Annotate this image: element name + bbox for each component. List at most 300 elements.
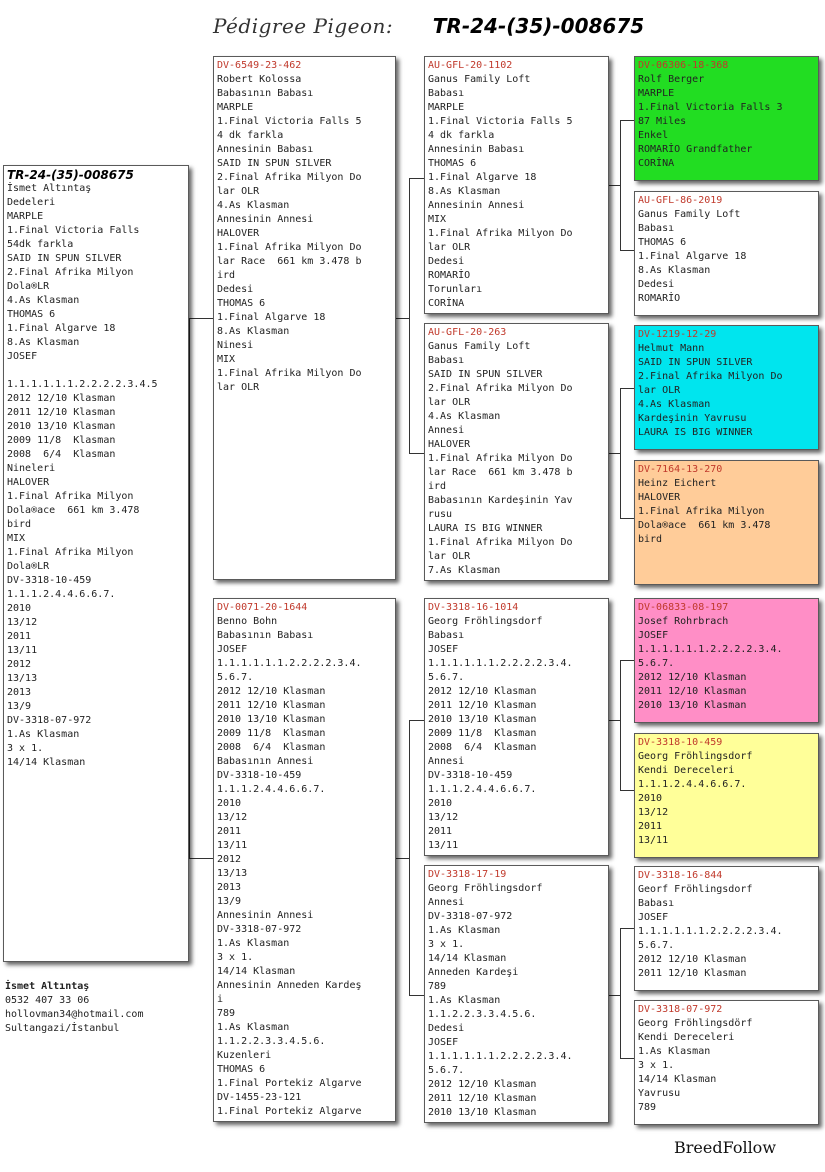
connector-line	[620, 660, 621, 790]
great-grandparent-details	[638, 883, 815, 981]
detail-line: 13/13	[217, 868, 248, 879]
owner-phone: 0532 407 33 06	[5, 995, 90, 1006]
great-grandparent-ring: DV-06833-08-197	[638, 602, 729, 613]
detail-line: 2012 12/10 Klasman	[638, 954, 747, 965]
connector-line	[609, 995, 621, 996]
detail-line: 1.As Klasman	[217, 1022, 290, 1033]
detail-line: 1.1.2.2.3.3.4.5.6.	[428, 1009, 537, 1020]
great-grandparent-ring: DV-3318-07-972	[638, 1004, 723, 1015]
detail-line: 1.1.1.1.1.1.2.2.2.2.3.4.	[428, 658, 573, 669]
detail-line: 2012 12/10 Klasman	[428, 1079, 537, 1090]
detail-line: Annesi	[428, 897, 465, 908]
detail-line: HALOVER	[217, 228, 260, 239]
detail-line: 1.As Klasman	[217, 938, 290, 949]
grandparent-card	[424, 865, 609, 1123]
sire-ring: DV-6549-23-462	[217, 60, 302, 71]
detail-line: Dola®LR	[7, 281, 50, 292]
detail-line: Robert Kolossa	[217, 74, 302, 85]
detail-line: Dola®LR	[7, 561, 50, 572]
detail-line: 13/12	[638, 807, 669, 818]
detail-line: 2012 12/10 Klasman	[217, 686, 326, 697]
detail-line: 2010	[428, 798, 453, 809]
connector-line	[409, 178, 425, 179]
detail-line: Dola®ace 661 km 3.478	[638, 520, 771, 531]
detail-line: Annesi	[428, 756, 465, 767]
detail-line: MARPLE	[7, 211, 44, 222]
detail-line: bird	[638, 534, 663, 545]
detail-line: 1.Final Algarve 18	[217, 312, 326, 323]
detail-line: 1.Final Afrika Milyon	[7, 547, 134, 558]
detail-line: 4.As Klasman	[7, 295, 80, 306]
detail-line: 3 x 1.	[217, 952, 254, 963]
detail-line: Annesinin Anneden Kardeş	[217, 980, 362, 991]
detail-line: MARPLE	[428, 102, 465, 113]
detail-line: Dedesi	[638, 279, 675, 290]
owner-email[interactable]: hollovman34@hotmail.com	[5, 1009, 144, 1020]
detail-line: Ganus Family Loft	[428, 341, 531, 352]
great-grandparent-card	[634, 1000, 819, 1125]
detail-line: 14/14 Klasman	[428, 953, 507, 964]
detail-line: Ganus Family Loft	[428, 74, 531, 85]
great-grandparent-ring: DV-1219-12-29	[638, 329, 717, 340]
detail-line: 1.Final Portekiz Algarve	[217, 1078, 362, 1089]
detail-line: 54dk farkla	[7, 239, 74, 250]
detail-line: Georg Fröhlingsdorf	[428, 883, 543, 894]
detail-line: Babası	[638, 898, 675, 909]
detail-line: 2008 6/4 Klasman	[7, 449, 116, 460]
subject-card	[3, 165, 189, 962]
detail-line: 2.Final Afrika Milyon Do	[217, 172, 362, 183]
detail-line: 1.1.2.2.3.3.4.5.6.	[217, 1036, 326, 1047]
detail-line: MARPLE	[217, 102, 254, 113]
detail-line: 3 x 1.	[428, 939, 465, 950]
connector-line	[409, 453, 425, 454]
detail-line: 1.1.1.1.1.1.2.2.2.2.3.4.	[638, 926, 783, 937]
dam-details	[217, 615, 392, 1119]
great-grandparent-ring: DV-7164-13-270	[638, 464, 723, 475]
great-grandparent-card	[634, 56, 819, 181]
grandparent-ring: DV-3318-16-1014	[428, 602, 519, 613]
detail-line: 2011	[638, 821, 663, 832]
detail-line: Georg Fröhlingsdorf	[428, 616, 543, 627]
detail-line: 1.1.1.2.4.4.6.6.7.	[428, 784, 537, 795]
detail-line: Dedesi	[428, 256, 465, 267]
connector-line	[609, 185, 621, 186]
detail-line: 1.Final Algarve 18	[638, 251, 747, 262]
detail-line: THOMAS 6	[428, 158, 477, 169]
detail-line: lar OLR	[638, 385, 681, 396]
detail-line: 2008 6/4 Klasman	[217, 742, 326, 753]
connector-line	[620, 790, 634, 791]
great-grandparent-details	[638, 73, 815, 171]
detail-line: DV-1455-23-121	[217, 1092, 302, 1103]
detail-line: ROMARİO	[428, 270, 471, 281]
subject-details	[7, 182, 185, 770]
detail-line: DV-3318-07-972	[7, 715, 92, 726]
owner-location: Sultangazi/İstanbul	[5, 1023, 120, 1034]
detail-line: lar OLR	[428, 397, 471, 408]
connector-line	[620, 660, 634, 661]
detail-line: 1.1.1.1.1.1.2.2.2.2.3.4.5	[7, 379, 158, 390]
detail-line: DV-3318-10-459	[7, 575, 92, 586]
detail-line: Kuzenleri	[217, 1050, 272, 1061]
detail-line: 1.1.1.1.1.1.2.2.2.2.3.4.	[428, 1051, 573, 1062]
detail-line: LAURA IS BIG WINNER	[638, 427, 753, 438]
great-grandparent-details	[638, 1017, 815, 1115]
detail-line: SAID IN SPUN SILVER	[7, 253, 122, 264]
detail-line: lar OLR	[217, 382, 260, 393]
detail-line: Ninesi	[217, 340, 254, 351]
pedigree-label: Pédigree Pigeon:	[213, 14, 394, 38]
detail-line: 789	[638, 1102, 657, 1113]
detail-line: 1.Final Victoria Falls 5	[428, 116, 573, 127]
detail-line: 1.Final Afrika Milyon	[7, 491, 134, 502]
detail-line: Dedeleri	[7, 197, 56, 208]
detail-line: ROMARİO Grandfather	[638, 144, 753, 155]
detail-line: 789	[428, 981, 447, 992]
detail-line: Helmut Mann	[638, 343, 705, 354]
connector-line	[620, 250, 634, 251]
grandparent-ring: AU-GFL-20-263	[428, 327, 507, 338]
detail-line: Benno Bohn	[217, 616, 278, 627]
detail-line: 2011	[428, 826, 453, 837]
detail-line: bird	[7, 519, 32, 530]
detail-line: 2012	[7, 659, 32, 670]
detail-line: Dedesi	[428, 1023, 465, 1034]
connector-line	[409, 995, 425, 996]
detail-line: 2010 13/10 Klasman	[428, 714, 537, 725]
detail-line: 1.As Klasman	[428, 995, 501, 1006]
detail-line: 2009 11/8 Klasman	[428, 728, 537, 739]
grandparent-ring: AU-GFL-20-1102	[428, 60, 513, 71]
detail-line: 1.Final Afrika Milyon	[638, 506, 765, 517]
detail-line: JOSEF	[638, 912, 669, 923]
detail-line: 13/11	[217, 840, 248, 851]
detail-line: 1.Final Algarve 18	[7, 323, 116, 334]
owner-contact	[5, 980, 143, 1036]
pedigree-ring-number: TR-24-(35)-008675	[432, 14, 645, 38]
detail-line: Babası	[428, 630, 465, 641]
detail-line: Nineleri	[7, 463, 56, 474]
connector-line	[609, 453, 621, 454]
great-grandparent-card	[634, 325, 819, 450]
detail-line: 2013	[217, 882, 242, 893]
detail-line: Georg Fröhlingsdorf	[638, 751, 753, 762]
grandparent-details	[428, 615, 605, 853]
detail-line: 8.As Klasman	[7, 337, 80, 348]
detail-line: 1.1.1.2.4.4.6.6.7.	[7, 589, 116, 600]
detail-line: THOMAS 6	[217, 1064, 266, 1075]
brand-logo: BreedFollow	[674, 1138, 777, 1157]
detail-line: ird	[217, 270, 236, 281]
great-grandparent-card	[634, 191, 819, 316]
detail-line: JOSEF	[638, 630, 669, 641]
detail-line: 2011 12/10 Klasman	[217, 700, 326, 711]
detail-line: 1.Final Victoria Falls 5	[217, 116, 362, 127]
detail-line: 2013	[7, 687, 32, 698]
detail-line: Anneden Kardeşi	[428, 967, 519, 978]
detail-line: 3 x 1.	[7, 743, 44, 754]
detail-line: HALOVER	[7, 477, 50, 488]
detail-line: 2.Final Afrika Milyon Do	[428, 383, 573, 394]
detail-line: SAID IN SPUN SILVER	[428, 369, 543, 380]
detail-line: DV-3318-10-459	[217, 770, 302, 781]
detail-line: 13/12	[217, 812, 248, 823]
detail-line: Babasının Babası	[217, 88, 314, 99]
detail-line: 2012 12/10 Klasman	[7, 393, 116, 404]
detail-line: Babası	[638, 223, 675, 234]
detail-line: 13/12	[428, 812, 459, 823]
great-grandparent-ring: DV-3318-10-459	[638, 737, 723, 748]
detail-line: ird	[428, 481, 447, 492]
detail-line: MIX	[428, 214, 447, 225]
detail-line: 2011 12/10 Klasman	[638, 968, 747, 979]
detail-line: 13/9	[7, 701, 32, 712]
connector-line	[620, 388, 634, 389]
great-grandparent-card	[634, 733, 819, 858]
detail-line: Kendi Dereceleri	[638, 1032, 735, 1043]
detail-line: Babası	[428, 355, 465, 366]
detail-line: 1.As Klasman	[428, 925, 501, 936]
detail-line: SAID IN SPUN SILVER	[217, 158, 332, 169]
great-grandparent-card	[634, 866, 819, 991]
great-grandparent-ring: DV-06306-18-368	[638, 60, 729, 71]
great-grandparent-card	[634, 460, 819, 585]
detail-line: 2011	[7, 631, 32, 642]
dam-card	[213, 598, 396, 1122]
detail-line	[7, 364, 185, 378]
page-header	[213, 14, 644, 46]
detail-line: 5.6.7.	[638, 940, 675, 951]
connector-line	[396, 858, 410, 859]
detail-line: Ganus Family Loft	[638, 209, 741, 220]
detail-line: THOMAS 6	[217, 298, 266, 309]
connector-line	[409, 720, 425, 721]
detail-line: 2012 12/10 Klasman	[428, 686, 537, 697]
detail-line: Babasının Babası	[217, 630, 314, 641]
detail-line: MARPLE	[638, 88, 675, 99]
detail-line: 8.As Klasman	[217, 326, 290, 337]
great-grandparent-card	[634, 598, 819, 723]
detail-line: 4 dk farkla	[428, 130, 495, 141]
detail-line: Georg Fröhlingsdörf	[638, 1018, 753, 1029]
detail-line: 1.Final Portekiz Algarve	[217, 1106, 362, 1117]
detail-line: İsmet Altıntaş	[7, 183, 92, 194]
detail-line: Kardeşinin Yavrusu	[638, 413, 747, 424]
detail-line: 2010 13/10 Klasman	[7, 421, 116, 432]
sire-card	[213, 56, 396, 580]
detail-line: JOSEF	[217, 644, 248, 655]
detail-line: 8.As Klasman	[638, 265, 711, 276]
great-grandparent-details	[638, 208, 815, 306]
detail-line: 1.Final Afrika Milyon Do	[428, 228, 573, 239]
detail-line: 13/13	[7, 673, 38, 684]
detail-line: lar Race 661 km 3.478 b	[217, 256, 362, 267]
connector-line	[409, 178, 410, 453]
great-grandparent-details	[638, 477, 815, 547]
detail-line: DV-3318-07-972	[217, 924, 302, 935]
detail-line: 4.As Klasman	[428, 411, 501, 422]
detail-line: 2011 12/10 Klasman	[428, 1093, 537, 1104]
detail-line: 1.Final Afrika Milyon Do	[428, 453, 573, 464]
detail-line: THOMAS 6	[7, 309, 56, 320]
detail-line: Dola®ace 661 km 3.478	[7, 505, 140, 516]
detail-line: 2010	[7, 603, 32, 614]
detail-line: JOSEF	[7, 351, 38, 362]
detail-line: 14/14 Klasman	[217, 966, 296, 977]
detail-line: 5.6.7.	[428, 1065, 465, 1076]
detail-line: 1.Final Victoria Falls 3	[638, 102, 783, 113]
grandparent-details	[428, 340, 605, 578]
detail-line: 2010	[217, 798, 242, 809]
grandparent-card	[424, 598, 609, 856]
detail-line: Annesinin Babası	[217, 144, 314, 155]
detail-line: MIX	[217, 354, 236, 365]
detail-line: 5.6.7.	[638, 658, 675, 669]
detail-line: MIX	[7, 533, 26, 544]
grandparent-card	[424, 56, 609, 314]
detail-line: 7.As Klasman	[428, 565, 501, 576]
great-grandparent-ring: DV-3318-16-844	[638, 870, 723, 881]
connector-line	[396, 318, 410, 319]
detail-line: 2011 12/10 Klasman	[7, 407, 116, 418]
detail-line: DV-3318-07-972	[428, 911, 513, 922]
detail-line: Torunları	[428, 284, 483, 295]
detail-line: Kendi Dereceleri	[638, 765, 735, 776]
detail-line: Babası	[428, 88, 465, 99]
detail-line: JOSEF	[428, 644, 459, 655]
detail-line: 2011 12/10 Klasman	[428, 700, 537, 711]
detail-line: SAID IN SPUN SILVER	[638, 357, 753, 368]
detail-line: 789	[217, 1008, 236, 1019]
detail-line: CORİNA	[638, 158, 675, 169]
detail-line: 2010 13/10 Klasman	[217, 714, 326, 725]
detail-line: lar OLR	[428, 242, 471, 253]
detail-line: 1.Final Afrika Milyon Do	[217, 368, 362, 379]
detail-line: 8.As Klasman	[428, 186, 501, 197]
detail-line: 1.As Klasman	[638, 1046, 711, 1057]
grandparent-card	[424, 323, 609, 581]
detail-line: Annesi	[428, 425, 465, 436]
detail-line: 87 Miles	[638, 116, 687, 127]
detail-line: 1.Final Afrika Milyon Do	[428, 537, 573, 548]
detail-line: 2010	[638, 793, 663, 804]
great-grandparent-ring: AU-GFL-86-2019	[638, 195, 723, 206]
great-grandparent-details	[638, 342, 815, 440]
detail-line: Annesinin Annesi	[217, 214, 314, 225]
detail-line: Babasının Annesi	[217, 756, 314, 767]
great-grandparent-details	[638, 750, 815, 848]
detail-line: 2009 11/8 Klasman	[217, 728, 326, 739]
detail-line: ROMARİO	[638, 293, 681, 304]
detail-line: Josef Rohrbrach	[638, 616, 729, 627]
grandparent-details	[428, 73, 605, 311]
detail-line: 1.1.1.2.4.4.6.6.7.	[217, 784, 326, 795]
detail-line: i	[217, 994, 224, 1005]
detail-line: LAURA IS BIG WINNER	[428, 523, 543, 534]
detail-line: lar OLR	[428, 551, 471, 562]
detail-line: 2010 13/10 Klasman	[428, 1107, 537, 1118]
detail-line: Yavrusu	[638, 1088, 681, 1099]
detail-line: 1.1.1.1.1.1.2.2.2.2.3.4.	[638, 644, 783, 655]
subject-ring: TR-24-(35)-008675	[7, 168, 134, 182]
connector-line	[620, 928, 634, 929]
connector-line	[620, 928, 621, 1058]
detail-line: 1.Final Victoria Falls	[7, 225, 140, 236]
detail-line: lar OLR	[217, 186, 260, 197]
detail-line: 2011 12/10 Klasman	[638, 686, 747, 697]
great-grandparent-details	[638, 615, 815, 713]
detail-line: rusu	[428, 509, 453, 520]
detail-line: DV-3318-10-459	[428, 770, 513, 781]
detail-line: 1.1.1.1.1.1.2.2.2.2.3.4.	[217, 658, 362, 669]
connector-line	[609, 720, 621, 721]
detail-line: 13/11	[638, 835, 669, 846]
detail-line: THOMAS 6	[638, 237, 687, 248]
detail-line: Georf Fröhlingsdorf	[638, 884, 753, 895]
grandparent-details	[428, 882, 605, 1120]
connector-line	[620, 1058, 634, 1059]
detail-line: 3 x 1.	[638, 1060, 675, 1071]
owner-name: İsmet Altıntaş	[5, 981, 90, 992]
detail-line: HALOVER	[638, 492, 681, 503]
detail-line: 1.1.1.2.4.4.6.6.7.	[638, 779, 747, 790]
detail-line: Annesinin Babası	[428, 144, 525, 155]
detail-line: CORİNA	[428, 298, 465, 309]
detail-line: 5.6.7.	[217, 672, 254, 683]
detail-line: 4.As Klasman	[217, 200, 290, 211]
detail-line: Enkel	[638, 130, 669, 141]
detail-line: 2.Final Afrika Milyon	[7, 267, 134, 278]
detail-line: 2010 13/10 Klasman	[638, 700, 747, 711]
detail-line: lar Race 661 km 3.478 b	[428, 467, 573, 478]
detail-line: Babasının Kardeşinin Yav	[428, 495, 573, 506]
detail-line: Annesinin Annesi	[217, 910, 314, 921]
connector-line	[189, 318, 213, 319]
connector-line	[189, 858, 213, 859]
detail-line: Dedesi	[217, 284, 254, 295]
dam-ring: DV-0071-20-1644	[217, 602, 308, 613]
detail-line: Rolf Berger	[638, 74, 705, 85]
detail-line: 1.As Klasman	[7, 729, 80, 740]
detail-line: 2011	[217, 826, 242, 837]
detail-line: 1.Final Afrika Milyon Do	[217, 242, 362, 253]
detail-line: 14/14 Klasman	[7, 757, 86, 768]
connector-line	[620, 120, 634, 121]
detail-line: 14/14 Klasman	[638, 1074, 717, 1085]
detail-line: 13/11	[428, 840, 459, 851]
detail-line: JOSEF	[428, 1037, 459, 1048]
sire-details	[217, 73, 392, 395]
connector-line	[189, 318, 190, 858]
detail-line: 1.Final Algarve 18	[428, 172, 537, 183]
detail-line: 2012	[217, 854, 242, 865]
detail-line: HALOVER	[428, 439, 471, 450]
detail-line: 4 dk farkla	[217, 130, 284, 141]
detail-line: Annesinin Annesi	[428, 200, 525, 211]
detail-line: 2.Final Afrika Milyon Do	[638, 371, 783, 382]
detail-line: 13/11	[7, 645, 38, 656]
detail-line: 2012 12/10 Klasman	[638, 672, 747, 683]
detail-line: 4.As Klasman	[638, 399, 711, 410]
detail-line: 13/12	[7, 617, 38, 628]
detail-line: Heinz Eichert	[638, 478, 717, 489]
detail-line: 2008 6/4 Klasman	[428, 742, 537, 753]
detail-line: 5.6.7.	[428, 672, 465, 683]
connector-line	[620, 518, 634, 519]
detail-line: 13/9	[217, 896, 242, 907]
grandparent-ring: DV-3318-17-19	[428, 869, 507, 880]
